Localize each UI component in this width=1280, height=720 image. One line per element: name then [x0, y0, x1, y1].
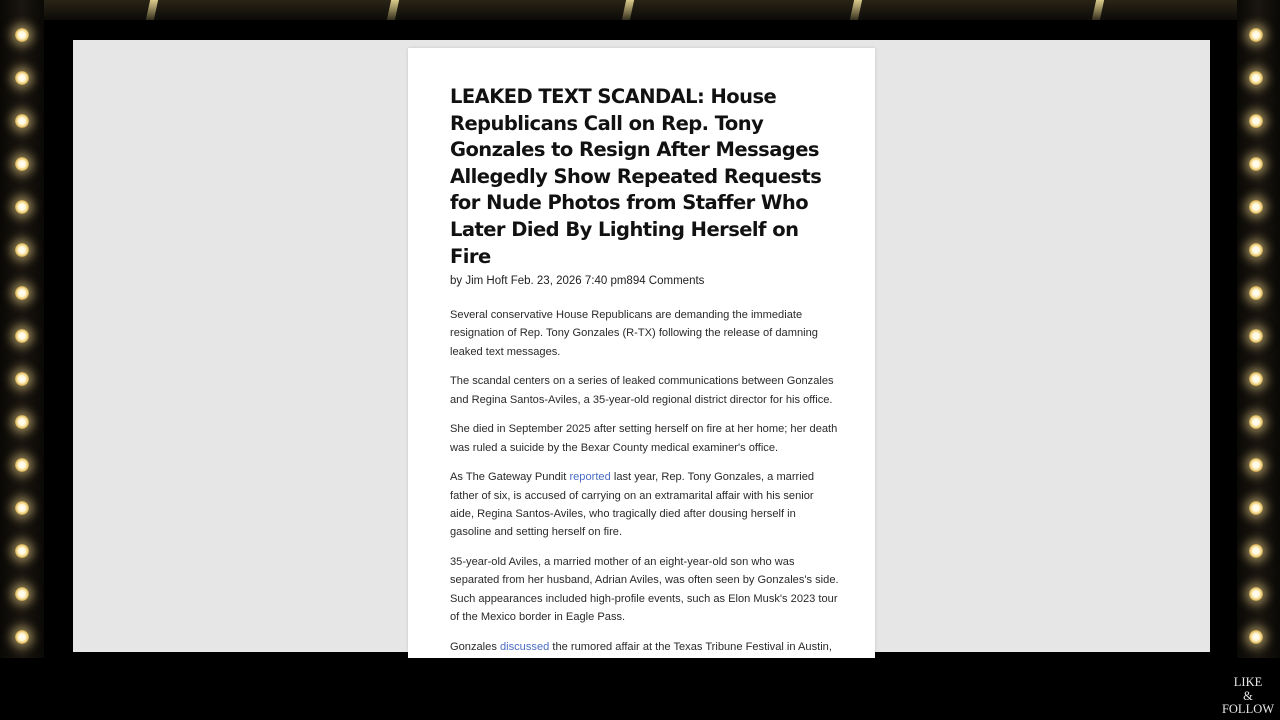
marquee-bulb — [15, 71, 29, 85]
light-beam — [850, 0, 862, 20]
light-beam — [622, 0, 634, 20]
like-follow-watermark — [1216, 676, 1280, 717]
article-headline: LEAKED TEXT SCANDAL: House Republicans Call on Rep. Tony Gonzales to Resign After Messages Allegedly Show Repeated Requests for Nude Photos from Staffer Who Later Died By Lighting Herself on Fire — [450, 85, 822, 268]
article-body — [450, 84, 840, 674]
marquee-bulb — [1249, 157, 1263, 171]
light-beam — [1092, 0, 1104, 20]
marquee-bulb — [15, 200, 29, 214]
marquee-bulb — [1249, 501, 1263, 515]
article-paragraph: Several conservative House Republicans are demanding the immediate resignation of Rep. Tony Gonzales (R-TX) following the release of damning leaked text messages. — [450, 309, 818, 358]
marquee-bulb — [15, 243, 29, 257]
webpage-viewport[interactable] — [73, 40, 1210, 652]
article-byline: by Jim Hoft Feb. 23, 2026 7:40 pm894 Comments — [450, 275, 705, 288]
watermark-line: FOLLOW — [1221, 702, 1275, 716]
paragraph-text: the rumored affair at the Texas Tribune Festival in Austin, — [552, 640, 832, 653]
paragraph-text: As The Gateway Pundit — [450, 471, 570, 484]
bottom-letterbox — [0, 658, 1280, 720]
marquee-bulb — [1249, 28, 1263, 42]
marquee-left-strip — [0, 0, 44, 658]
discussed-link[interactable]: discussed — [499, 640, 550, 653]
marquee-bulb — [1249, 200, 1263, 214]
marquee-bulb — [1249, 415, 1263, 429]
marquee-bulb — [1249, 372, 1263, 386]
marquee-bulb — [15, 630, 29, 644]
light-beam — [146, 0, 158, 20]
article-paragraph — [450, 468, 840, 541]
marquee-bulb — [15, 286, 29, 300]
marquee-bulb — [15, 587, 29, 601]
marquee-bulb — [1249, 243, 1263, 257]
marquee-bulb — [15, 329, 29, 343]
marquee-bulb — [15, 114, 29, 128]
marquee-bulb — [1249, 286, 1263, 300]
paragraph-text: last year, Rep. Tony Gonzales, a married father of six, is accused of carrying on an extramarital affair with his senior aide, Regina Santos-Aviles, who tragically died after dousing herself in gasoline and setting herself on fire. — [450, 471, 815, 539]
marquee-bulb — [15, 372, 29, 386]
article-paragraph: 35-year-old Aviles, a married mother of an eight-year-old son who was separated from her husband, Adrian Aviles, was often seen by Gonzales's side. Such appearances included high-profile events, such as Elon Musk's 2023 tour of the Mexico border in Eagle Pass. — [450, 555, 839, 623]
marquee-bulb — [15, 415, 29, 429]
marquee-bulb — [1249, 544, 1263, 558]
watermark-line: & — [1243, 688, 1253, 703]
marquee-bulb — [1249, 587, 1263, 601]
reported-link[interactable]: reported — [569, 471, 611, 484]
marquee-bulb — [15, 28, 29, 42]
marquee-bulb — [1249, 630, 1263, 644]
marquee-bulb — [15, 157, 29, 171]
marquee-bulb — [1249, 329, 1263, 343]
light-beam — [387, 0, 399, 20]
marquee-bulb — [15, 458, 29, 472]
marquee-right-strip — [1237, 0, 1280, 658]
article-paragraph: The scandal centers on a series of leaked communications between Gonzales and Regina Santos-Aviles, a 35-year-old regional district director for his office. — [450, 375, 834, 406]
watermark-line: LIKE — [1233, 675, 1263, 689]
marquee-bulb — [1249, 71, 1263, 85]
marquee-bulb — [1249, 114, 1263, 128]
article-card — [408, 48, 875, 668]
article-paragraph: She died in September 2025 after setting herself on fire at her home; her death was ruled a suicide by the Bexar County medical examiner's office. — [450, 423, 838, 454]
paragraph-text: Gonzales — [450, 640, 500, 653]
marquee-bulb — [15, 501, 29, 515]
marquee-bulb — [15, 544, 29, 558]
marquee-bulb — [1249, 458, 1263, 472]
marquee-top-strip — [44, 0, 1237, 20]
